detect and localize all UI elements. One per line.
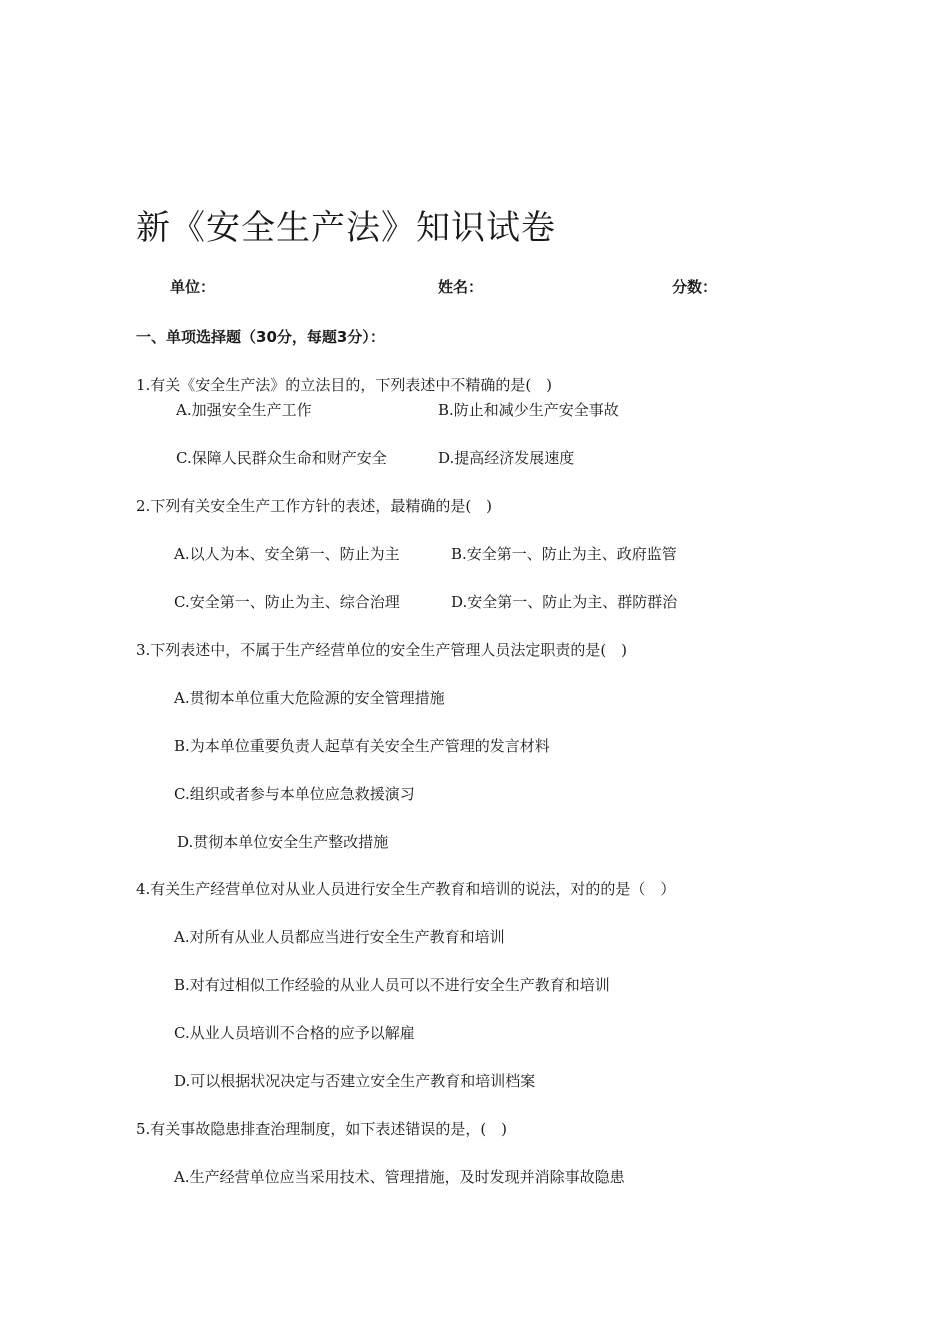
q2-option-a: A.以人为本、安全第一、防止为主 (174, 545, 400, 563)
q4-option-b: B.对有过相似工作经验的从业人员可以不进行安全生产教育和培训 (174, 976, 610, 994)
question-3: 3.下列表述中，不属于生产经营单位的安全生产管理人员法定职责的是( ) (136, 641, 628, 659)
page-title: 新《安全生产法》知识试卷 (136, 208, 556, 248)
q2-option-c: C.安全第一、防止为主、综合治理 (174, 593, 400, 611)
unit-label: 单位： (170, 278, 216, 296)
q3-option-c: C.组织或者参与本单位应急救援演习 (174, 785, 415, 803)
q3-option-b: B.为本单位重要负责人起草有关安全生产管理的发言材料 (174, 737, 550, 755)
q2-option-b: B.安全第一、防止为主、政府监管 (451, 545, 677, 563)
q4-option-a: A.对所有从业人员都应当进行安全生产教育和培训 (174, 928, 505, 946)
q1-option-d: D.提高经济发展速度 (438, 449, 575, 467)
question-1: 1.有关《安全生产法》的立法目的，下列表述中不精确的是( ) (136, 376, 553, 394)
question-2: 2.下列有关安全生产工作方针的表述，最精确的是( ) (136, 497, 493, 515)
q2-option-d: D.安全第一、防止为主、群防群治 (451, 593, 678, 611)
q4-option-d: D.可以根据状况决定与否建立安全生产教育和培训档案 (174, 1072, 536, 1090)
q1-option-c: C.保障人民群众生命和财产安全 (176, 449, 387, 467)
q3-option-d: D.贯彻本单位安全生产整改措施 (177, 833, 389, 851)
section-heading: 一、单项选择题（30分，每题3分）： (136, 328, 385, 346)
q5-option-a: A.生产经营单位应当采用技术、管理措施，及时发现并消除事故隐患 (174, 1168, 625, 1186)
question-5: 5.有关事故隐患排查治理制度，如下表述错误的是，( ) (136, 1120, 508, 1138)
score-label: 分数： (672, 278, 718, 296)
question-4: 4.有关生产经营单位对从业人员进行安全生产教育和培训的说法，对的的是（ ） (136, 880, 676, 898)
q1-option-a: A.加强安全生产工作 (176, 401, 312, 419)
name-label: 姓名： (438, 278, 484, 296)
q3-option-a: A.贯彻本单位重大危险源的安全管理措施 (174, 689, 445, 707)
q4-option-c: C.从业人员培训不合格的应予以解雇 (174, 1024, 415, 1042)
q1-option-b: B.防止和减少生产安全事故 (438, 401, 619, 419)
